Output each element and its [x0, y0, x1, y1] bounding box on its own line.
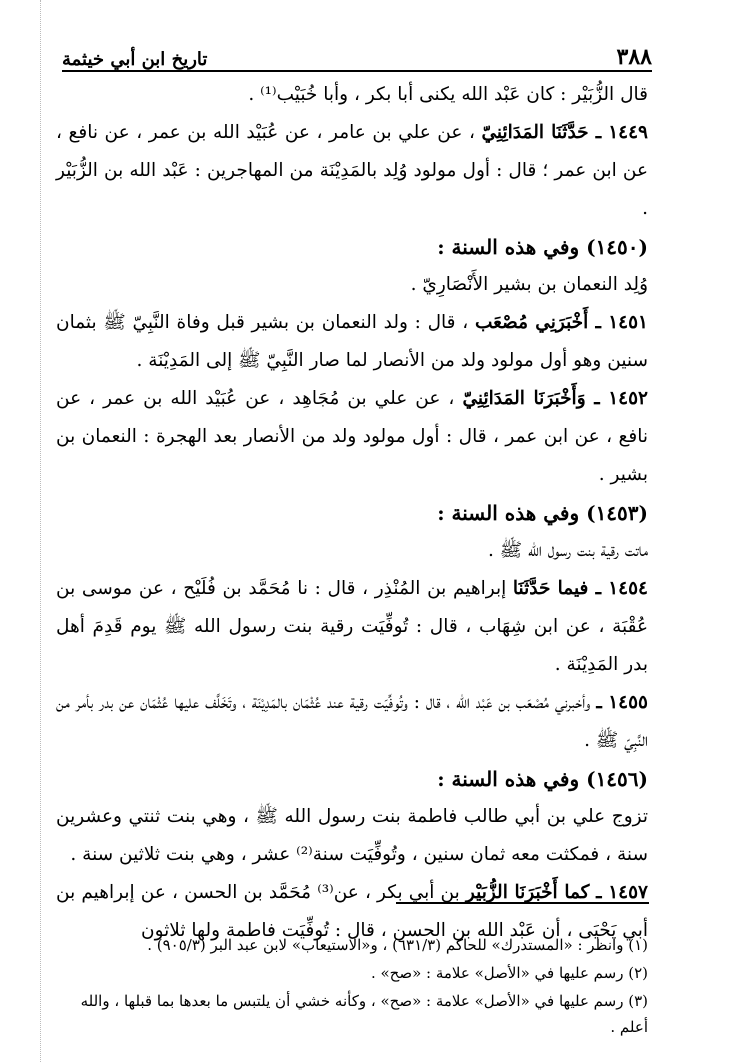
book-title: تاريخ ابن أبي خيثمة	[62, 49, 208, 70]
paragraph-1451: ١٤٥١ ـ أَخْبَرَنِي مُصْعَب ، قال : ولد النعمان بن بشير قبل وفاة النَّبِيّ ﷺ بثمان سنين وهو أول مولود ولد من الأنصار لما صار النَّبِيّ ﷺ إلى المَدِيْنَة .	[56, 312, 648, 371]
paragraph-1452: ١٤٥٢ ـ وَأَخْبَرَنَا المَدَائِنِيّ ، عن علي بن مُجَاهِد ، عن عُبَيْد الله بن عمر ، عن نافع ، عن ابن عمر ، قال : أول مولود ولد من الأنصار بعد الهجرة : النعمان بن بشير .	[56, 388, 648, 485]
main-text	[56, 76, 648, 950]
footnote-separator	[396, 902, 649, 904]
paragraph-1455: ١٤٥٥ ـ وأخبرني مُصْعَب بن عَبْد الله ، قال : وتُوفِّيَت رقية عند عُثْمَان بالمَدِيْنَة ، وتَخَلَّف عليها عُثْمَان عن بدر بأمر من النَّبِيّ ﷺ .	[56, 692, 648, 751]
section-heading-1456: (١٤٥٦) وفي هذه السنة :	[437, 767, 648, 791]
paragraph-1457: ١٤٥٧ ـ كما أَخْبَرَنَا الزُّبَيْر بن أبي بكر ، عن⁽³⁾ مُحَمَّد بن الحسن ، عن إبراهيم بن أبي يَحْيَى ، أن عَبْد الله بن الحسن ، قال : تُوفِّيَت فاطمة ولها ثلاثون	[56, 882, 648, 941]
page-edge	[40, 0, 41, 1062]
footnote-3: (٣) رسم عليها في «الأصل» علامة : «صح» ، وكأنه خشي أن يلتبس ما بعدها بما قبلها ، والله أعلم .	[80, 992, 648, 1036]
paragraph-1449: ١٤٤٩ ـ حَدَّثَنَا المَدَائِنِيّ ، عن علي بن عامر ، عن عُبَيْد الله بن عمر ، عن نافع ، عن ابن عمر ؛ قال : أول مولود وُلِد بالمَدِيْنَة من المهاجرين : عَبْد الله بن الزُّبَيْر .	[56, 122, 648, 219]
footnote-2: (٢) رسم عليها في «الأصل» علامة : «صح» .	[370, 964, 648, 982]
paragraph-7: ماتت رقية بنت رسول الله ﷺ .	[488, 540, 648, 561]
section-heading-1450: (١٤٥٠) وفي هذه السنة :	[437, 235, 648, 259]
running-header	[62, 34, 652, 72]
paragraph-0: قال الزُّبَيْر : كان عَبْد الله يكنى أبا بكر ، وأبا خُبَيْب⁽¹⁾ .	[248, 84, 648, 105]
page-number: ٣٨٨	[616, 44, 652, 70]
footnote-1: (١) وانظر : «المستدرك» للحاكم (٦٣١/٣) ، و«الاستيعاب» لابن عبد البر (٩٠٥/٣) .	[147, 936, 648, 954]
paragraph-11: تزوج علي بن أبي طالب فاطمة بنت رسول الله ﷺ ، وهي بنت ثنتي وعشرين سنة ، فمكثت معه ثمان سنين ، وتُوفِّيَت سنة⁽²⁾ عشر ، وهي بنت ثلاثين سنة .	[56, 806, 648, 865]
paragraph-1454: ١٤٥٤ ـ فيما حَدَّثَنَا إبراهيم بن المُنْذِر ، قال : نا مُحَمَّد بن فُلَيْح ، عن موسى بن عُقْبَة ، عن ابن شِهَاب ، قال : تُوفِّيَت رقية بنت رسول الله ﷺ يوم قَدِمَ أهل بدر المَدِيْنَة .	[56, 578, 648, 675]
section-heading-1453: (١٤٥٣) وفي هذه السنة :	[437, 501, 648, 525]
paragraph-3: وُلِد النعمان بن بشير الأَنْصَارِيّ .	[410, 274, 648, 295]
